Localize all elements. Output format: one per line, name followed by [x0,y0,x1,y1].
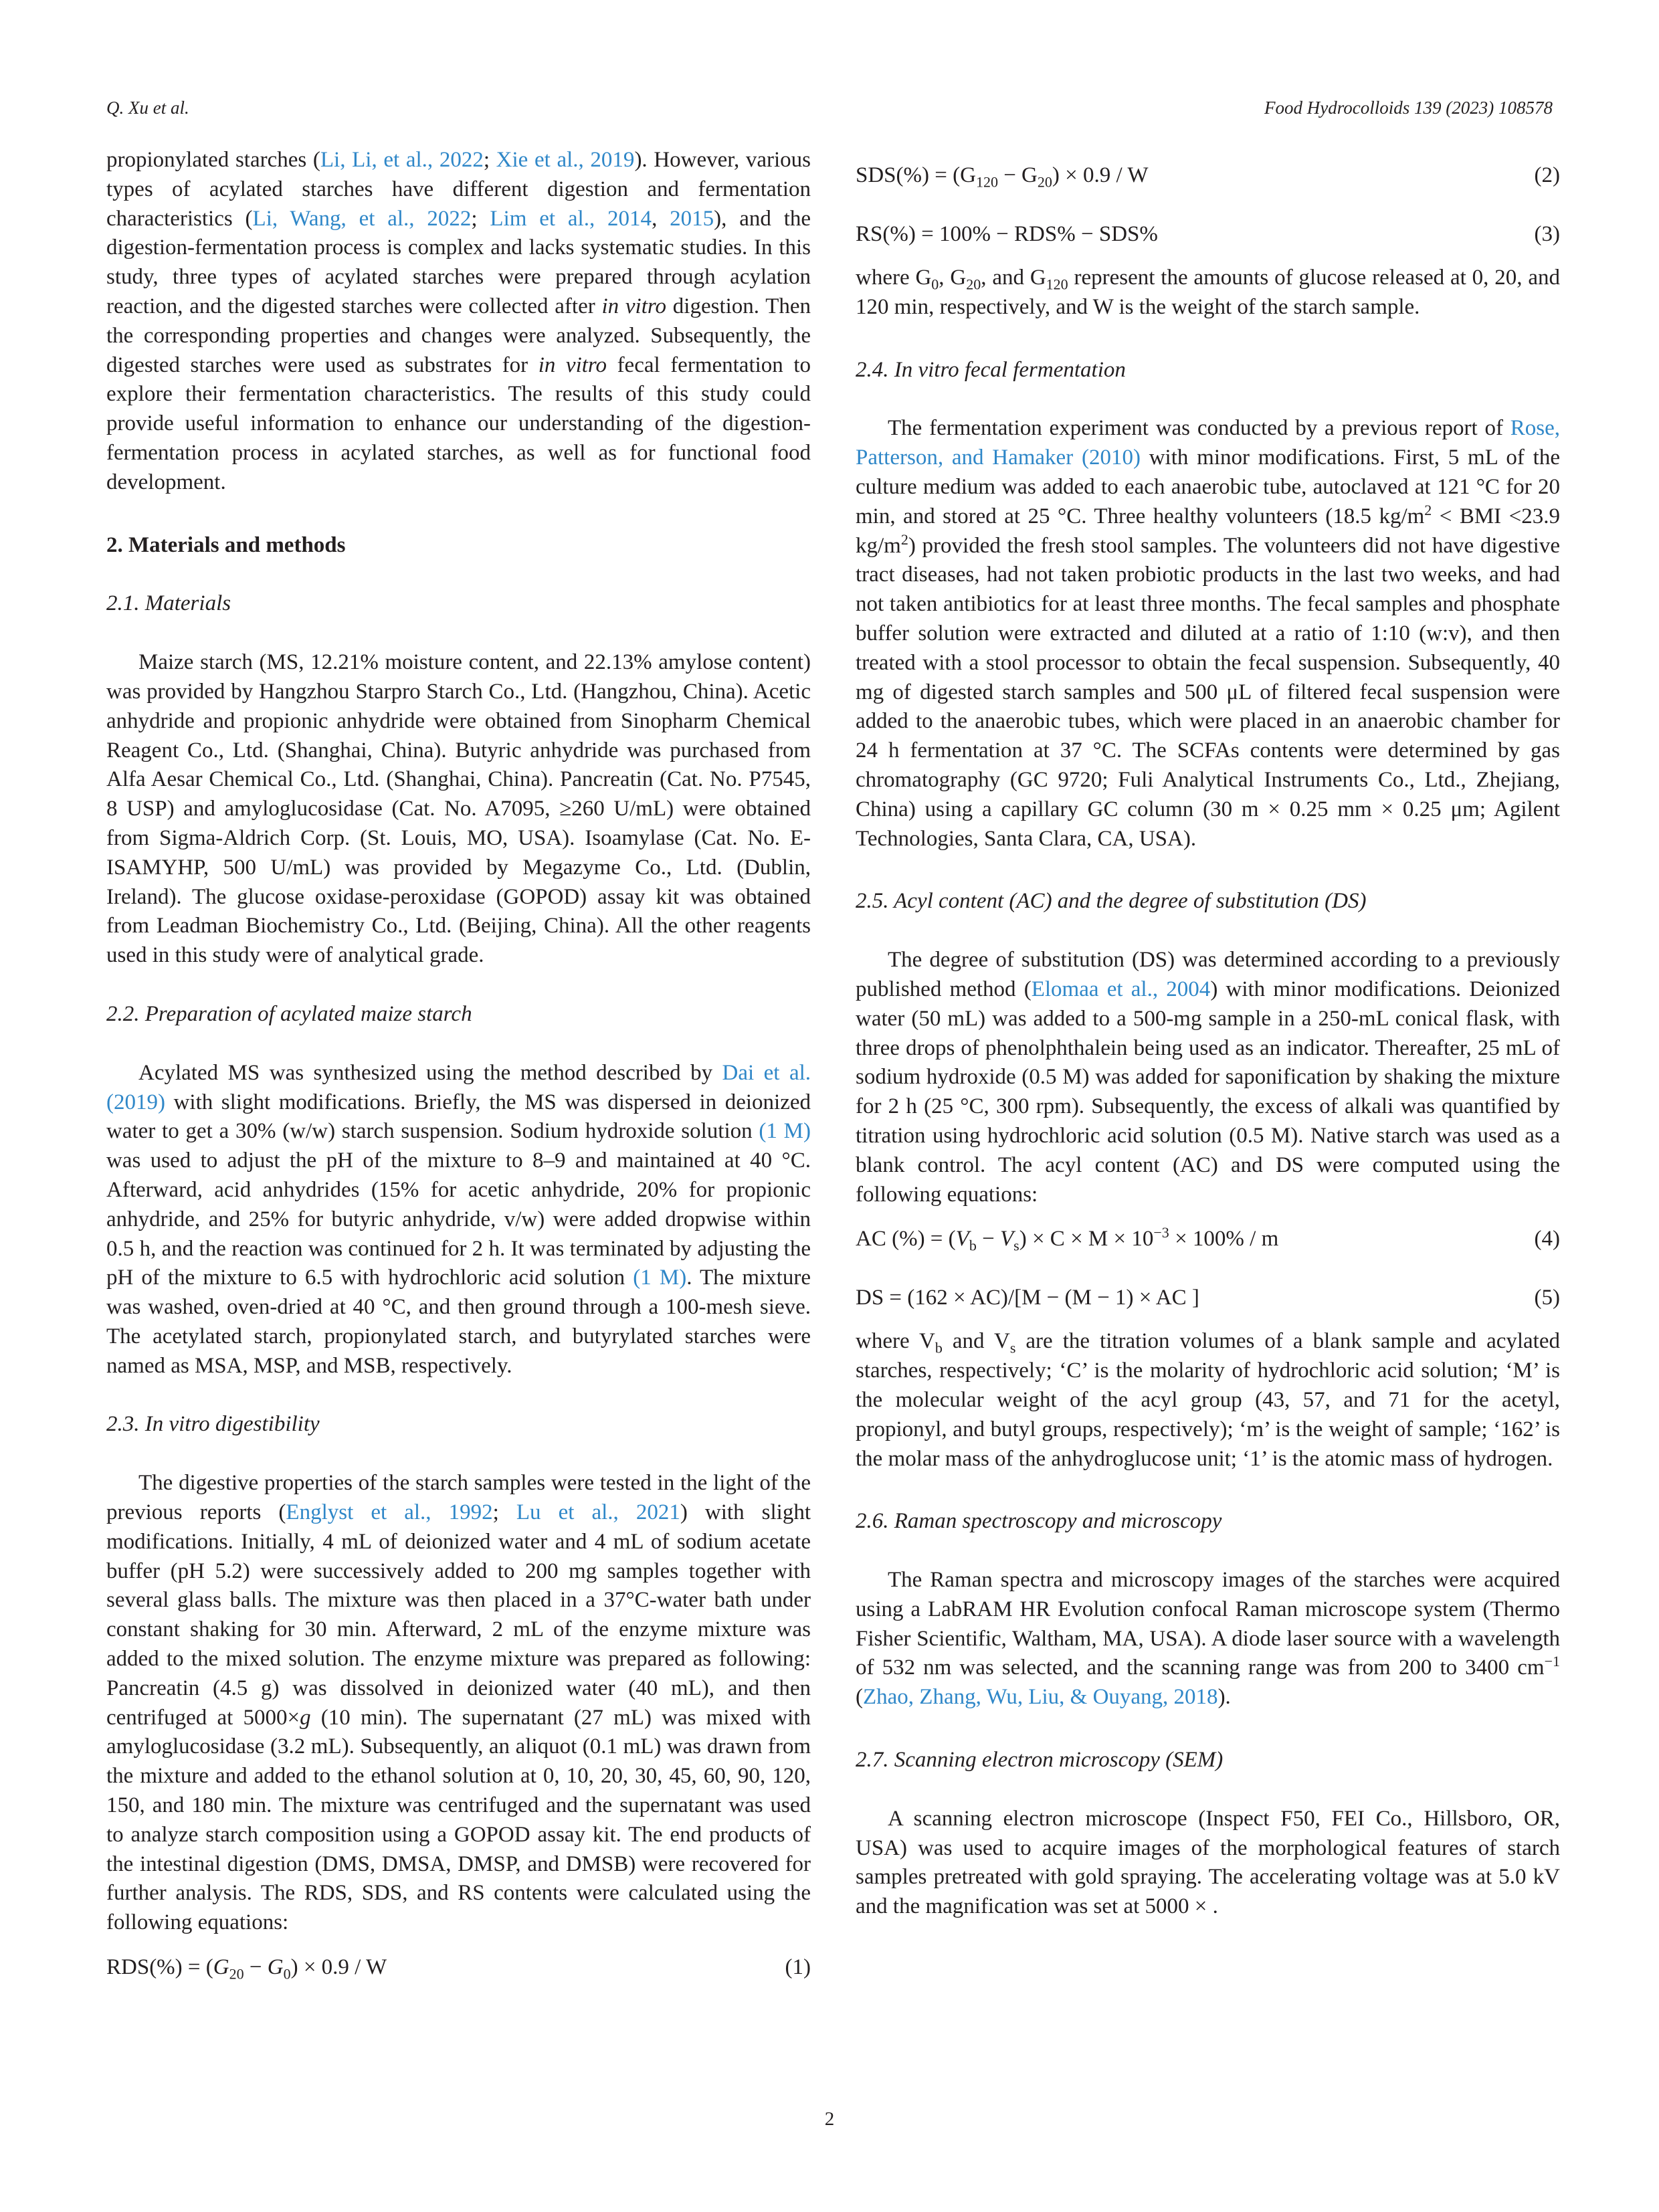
subsection-heading: 2.1. Materials [106,591,231,616]
equation-1: $RDS(\%) = (G_{20} - G_0) \times 0.9 / W$ (1) [106,1952,811,1982]
citation-link[interactable]: Li, Li, et al., 2022 [320,148,484,172]
citation-link[interactable]: Elomaa et al., 2004 [1031,977,1211,1001]
running-header-journal: Food Hydrocolloids 139 (2023) 108578 [1264,98,1553,118]
section-heading: 2. Materials and methods [106,532,346,557]
citation-link[interactable]: Zhao, Zhang, Wu, Liu, & Ouyang, 2018 [863,1685,1218,1710]
digestibility-paragraph: The digestive properties of the starch samples were tested in the light of the previous reports (Englyst et al., 1992; Lu et al., 2021) with slight modifications. Initially, 4 mL of deionized water and 4 mL of sodium acetate buffer (pH 5.2) were successively added to 200 mg samples together with several glass balls. The mixture was then placed in a 37°C-water bath under constant shaking for 30 min. Afterward, 2 mL of the enzyme mixture was added to the mixed solution. The enzyme mixture was prepared as following: Pancreatin (4.5 g) was dissolved in deionized water (40 mL), and then centrifuged at 5000×g (10 min). The supernatant (27 mL) was mixed with amyloglucosidase (3.2 mL). Subsequently, an aliquot (0.1 mL) was drawn from the mixture and added to the ethanol solution at 0, 10, 20, 30, 45, 60, 90, 120, 150, and 180 min. The mixture was centrifuged and the supernatant was used to analyze starch composition using a GOPOD assay kit. The end products of the intestinal digestion (DMS, DMSA, DMSP, and DMSB) were recovered for further analysis. The RDS, SDS, and RS contents were calculated using the following equations: [106,1471,811,1935]
citation-link[interactable]: Xie et al., 2019 [496,148,635,172]
titration-definition: where $V_b$ and $V_s$ are the titration volumes of a blank sample and acylated starches, respectively; ‘C’ is the molarity of hydrochloric acid solution; ‘M’ is the molecular weight of the acyl group (43, 57, and 71 for the acetyl, propionyl, and butyl groups, respectively); ‘m’ is the weight of sample; ‘162’ is the molar mass of the anhydroglucose unit; ‘1’ is the atomic mass of hydrogen. [856,1329,1560,1471]
page-number: 2 [824,2108,835,2130]
fermentation-paragraph: The fermentation experiment was conducted by a previous report of Rose, Patterson, and Hamaker (2010) with minor modifications. First, 5 mL of the culture medium was added to each anaerobic tube, autoclaved at 121 °C for 20 min, and stored at 25 °C. Three healthy volunteers (18.5 $kg/m^2$ < BMI <23.9 $kg/m^2$) provided the fresh stool samples. The volunteers did not have digestive tract diseases, had not taken probiotic products in the last two weeks, and had not taken antibiotics for at least three months. The fecal samples and phosphate buffer solution were extracted and diluted at a ratio of 1:10 (w:v), and then treated with a stool processor to obtain the fecal suspension. Subsequently, 40 mg of digested starch samples and 500 μL of filtered fecal suspension were added to the anaerobic tubes, which were placed in an anaerobic chamber for 24 h fermentation at 37 °C. The SCFAs contents were determined by gas chromatography (GC 9720; Fuli Analytical Instruments Co., Ltd., Zhejiang, China) using a capillary GC column (30 m × 0.25 mm × 0.25 μm; Agilent Technologies, Santa Clara, CA, USA). [856,416,1560,851]
equation-5: DS = (162 × AC)/[M − (M − 1) × AC ] (5) [856,1283,1560,1312]
subsection-heading: 2.3. In vitro digestibility [106,1412,320,1437]
equation-2: $SDS(\%) = (G_{120} - G_{20}) \times 0.9 / W$ (2) [856,161,1560,190]
citation-link[interactable]: Englyst et al., 1992 [286,1500,493,1525]
glucose-definition: where $G_0$, $G_{20}$, and $G_{120}$ represent the amounts of glucose released at 0, 20, and 120 min, respectively, and W is the weight of the starch sample. [856,266,1560,319]
subsection-heading: 2.2. Preparation of acylated maize starch [106,1001,472,1026]
substitution-paragraph: The degree of substitution (DS) was determined according to a previously published method (Elomaa et al., 2004) with minor modifications. Deionized water (50 mL) was added to a 500-mg sample in a 250-mL conical flask, with three drops of phenolphthalein being used as an indicator. Thereafter, 25 mL of sodium hydroxide (0.5 M) was added for saponification by shaking the mixture for 2 h (25 °C, 300 rpm). Subsequently, the excess of alkali was quantified by titration using hydrochloric acid solution (0.5 M). Native starch was used as a blank control. The acyl content (AC) and DS were computed using the following equations: [856,948,1560,1207]
equation-3: RS(%) = 100% − RDS% − SDS% (3) [856,219,1560,249]
equation-4: AC (%) = $(V_b - V_s) \times C \times M \times 10^{-3} \times 100\% / m$ (4) [856,1224,1560,1254]
right-column [856,146,1560,1922]
citation-link[interactable]: Dai et al. (2019) [106,1060,811,1114]
equation-number: (4) [1534,1227,1560,1251]
citation-link[interactable]: Li, Wang, et al., 2022 [252,206,472,231]
sem-paragraph: A scanning electron microscope (Inspect F50, FEI Co., Hillsboro, OR, USA) was used to acquire images of the morphological features of starch samples pretreated with gold spraying. The accelerating voltage was at 5.0 kV and the magnification was set at 5000 × . [856,1806,1560,1919]
running-header-author: Q. Xu et al. [106,98,189,118]
intro-paragraph: propionylated starches (Li, Li, et al., 2022; Xie et al., 2019). However, various types of acylated starches have different digestion and fermentation characteristics (Li, Wang, et al., 2022; Lim et al., 2014, 2015), and the digestion-fermentation process is complex and lacks systematic studies. In this study, three types of acylated starches were prepared through acylation reaction, and the digested starches were collected after in vitro digestion. Then the corresponding properties and changes were analyzed. Subsequently, the digested starches were used as substrates for in vitro fecal fermentation to explore their fermentation characteristics. The results of this study could provide useful information to enhance our understanding of the digestion-fermentation process in acylated starches, as well as for functional food development. [106,148,811,494]
equation-number: (1) [785,1955,811,1980]
equation-number: (2) [1534,163,1560,187]
materials-paragraph: Maize starch (MS, 12.21% moisture content, and 22.13% amylose content) was provided by Hangzhou Starpro Starch Co., Ltd. (Hangzhou, China). Acetic anhydride and propionic anhydride were obtained from Sinopharm Chemical Reagent Co., Ltd. (Shanghai, China). Butyric anhydride was purchased from Alfa Aesar Chemical Co., Ltd. (Shanghai, China). Pancreatin (Cat. No. P7545, 8 USP) and amyloglucosidase (Cat. No. A7095, ≥260 U/mL) were obtained from Sigma-Aldrich Corp. (St. Louis, MO, USA). Isoamylase (Cat. No. E-ISAMYHP, 500 U/mL) was provided by Megazyme Co., Ltd. (Dublin, Ireland). The glucose oxidase-peroxidase (GOPOD) assay kit was obtained from Leadman Biochemistry Co., Ltd. (Beijing, China). All the other reagents used in this study were of analytical grade. [106,650,811,968]
subsection-heading: 2.7. Scanning electron microscopy (SEM) [856,1748,1224,1773]
equation-number: (5) [1534,1286,1560,1310]
subsection-heading: 2.6. Raman spectroscopy and microscopy [856,1509,1222,1534]
citation-link[interactable]: Rose, Patterson, and Hamaker (2010) [856,416,1560,470]
subsection-heading: 2.5. Acyl content (AC) and the degree of substitution (DS) [856,889,1367,914]
subsection-heading: 2.4. In vitro fecal fermentation [856,357,1126,382]
reference-link[interactable]: (1 M) [633,1266,687,1290]
citation-link[interactable]: Lim et al., 2014 [490,206,652,231]
citation-link[interactable]: 2015 [670,206,714,231]
raman-paragraph: The Raman spectra and microscopy images of the starches were acquired using a LabRAM HR Evolution confocal Raman microscope system (Thermo Fisher Scientific, Waltham, MA, USA). A diode laser source with a wavelength of 532 nm was selected, and the scanning range was from 200 to 3400 $cm^{-1}$ (Zhao, Zhang, Wu, Liu, & Ouyang, 2018). [856,1568,1560,1710]
citation-link[interactable]: Lu et al., 2021 [516,1500,680,1525]
reference-link[interactable]: (1 M) [759,1119,811,1144]
equation-number: (3) [1534,222,1560,246]
left-column [106,146,811,1982]
preparation-paragraph: Acylated MS was synthesized using the method described by Dai et al. (2019) with slight modifications. Briefly, the MS was dispersed in deionized water to get a 30% (w/w) starch suspension. Sodium hydroxide solution (1 M) was used to adjust the pH of the mixture to 8–9 and maintained at 40 °C. Afterward, acid anhydrides (15% for acetic anhydride, 20% for propionic anhydride, and 25% for butyric anhydride, v/w) were added dropwise within 0.5 h, and the reaction was continued for 2 h. It was terminated by adjusting the pH of the mixture to 6.5 with hydrochloric acid solution (1 M). The mixture was washed, oven-dried at 40 °C, and then ground through a 100-mesh sieve. The acetylated starch, propionylated starch, and butyrylated starches were named as MSA, MSP, and MSB, respectively. [106,1060,811,1378]
